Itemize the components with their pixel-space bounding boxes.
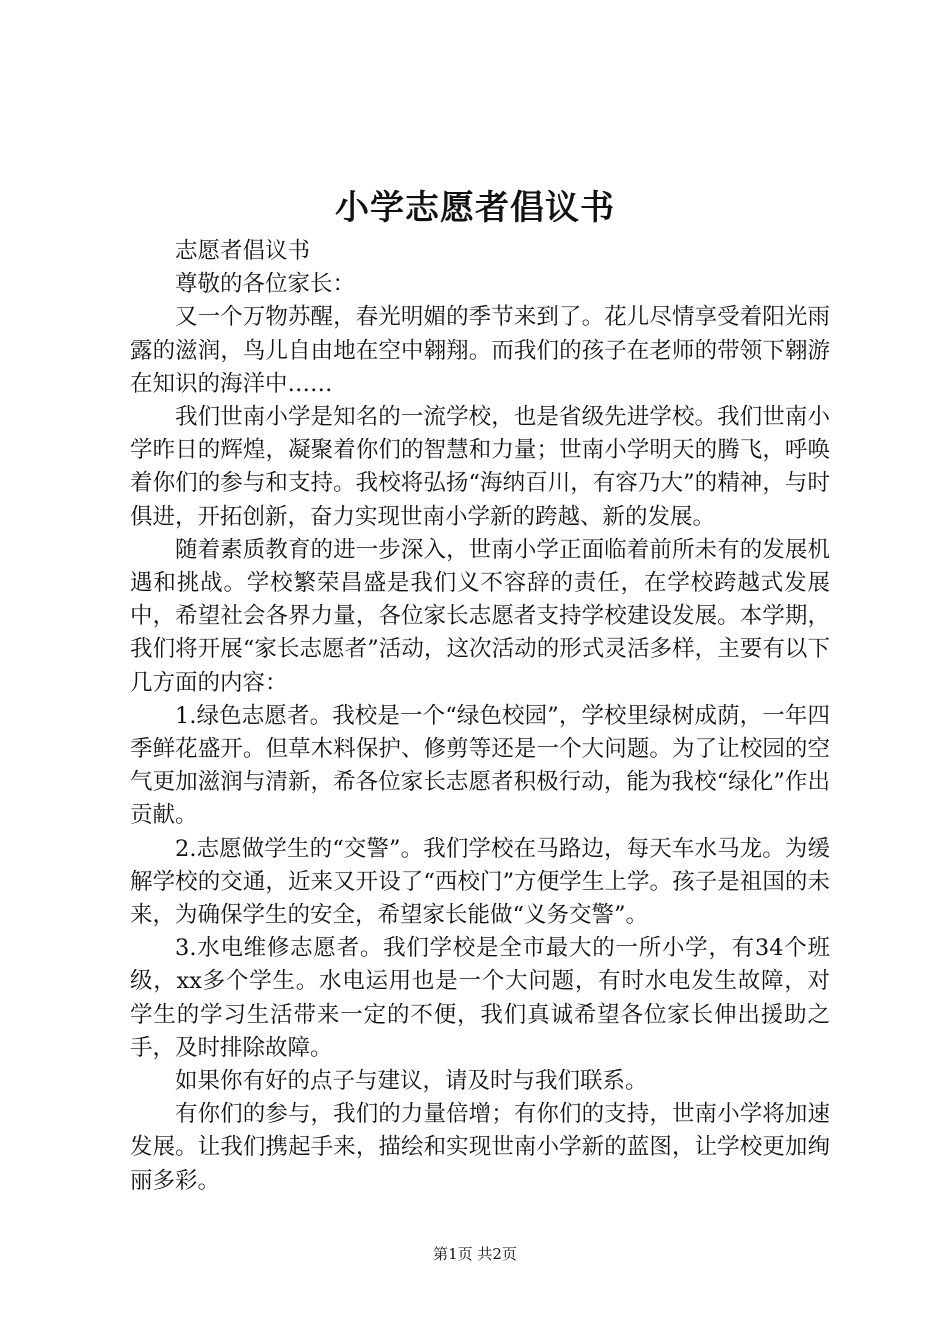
paragraph-contact: 如果你有好的点子与建议，请及时与我们联系。	[175, 1068, 648, 1095]
paragraph-item-3: 3.水电维修志愿者。我们学校是全市最大的一所小学，有34个班级，xx多个学生。水电运用也是一个大问题，有时水电发生故障，对学生的学习生活带来一定的不便，我们真诚希望各位家长伸出援助之手，及时排除故障。	[130, 935, 830, 1061]
document-body	[130, 235, 830, 1198]
paragraph-item-1: 1.绿色志愿者。我校是一个“绿色校园”，学校里绿树成荫，一年四季鲜花盛开。但草木料保护、修剪等还是一个大问题。为了让校园的空气更加滋润与清新，希各位家长志愿者积极行动，能为我校“绿化”作出贡献。	[130, 702, 830, 829]
paragraph-school: 我们世南小学是知名的一流学校，也是省级先进学校。我们世南小学昨日的辉煌，凝聚着你们的智慧和力量；世南小学明天的腾飞，呼唤着你们的参与和支持。我校将弘扬“海纳百川，有容乃大”的精神，与时俱进，开拓创新，奋力实现世南小学新的跨越、新的发展。	[130, 404, 830, 530]
paragraph-activity: 随着素质教育的进一步深入，世南小学正面临着前所未有的发展机遇和挑战。学校繁荣昌盛是我们义不容辞的责任，在学校跨越式发展中，希望社会各界力量，各位家长志愿者支持学校建设发展。本学期，我们将开展“家长志愿者”活动，这次活动的形式灵活多样，主要有以下几方面的内容：	[130, 536, 830, 696]
paragraph-salutation: 尊敬的各位家长：	[175, 271, 356, 298]
paragraph-closing: 有你们的参与，我们的力量倍增；有你们的支持，世南小学将加速发展。让我们携起手来，描绘和实现世南小学新的蓝图，让学校更加绚丽多彩。	[130, 1101, 830, 1194]
page-footer: 第1页 共2页	[433, 1245, 517, 1263]
paragraph-intro: 又一个万物苏醒，春光明媚的季节来到了。花儿尽情享受着阳光雨露的滋润，鸟儿自由地在空中翱翔。而我们的孩子在老师的带领下翱游在知识的海洋中……	[130, 304, 830, 397]
paragraph-heading: 志愿者倡议书	[175, 238, 311, 264]
document-title: 小学志愿者倡议书	[335, 188, 615, 228]
paragraph-item-2: 2.志愿做学生的“交警”。我们学校在马路边，每天车水马龙。为缓解学校的交通，近来又开设了“西校门”方便学生上学。孩子是祖国的未来，为确保学生的安全，希望家长能做“义务交警”。	[130, 835, 830, 929]
